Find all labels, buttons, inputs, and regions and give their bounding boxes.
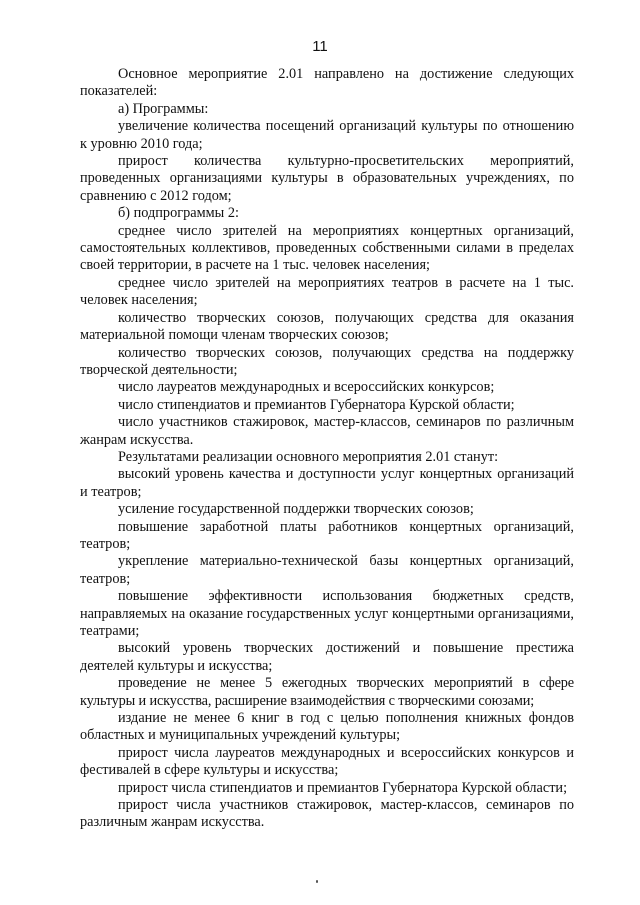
paragraph: среднее число зрителей на мероприятиях театров в расчете на 1 тыс. человек населения; — [80, 274, 574, 309]
paragraph: увеличение количества посещений организаций культуры по отношению к уровню 2010 года; — [80, 118, 574, 152]
paragraph: Основное мероприятие 2.01 направлено на достижение следующих показателей: — [80, 66, 574, 100]
paragraph: количество творческих союзов, получающих средства на поддержку творческой деятельности; — [80, 344, 574, 378]
paragraph: Результатами реализации основного мероприятия 2.01 станут: — [118, 448, 499, 465]
paragraph: б) подпрограммы 2: — [118, 205, 239, 222]
paragraph: усиление государственной поддержки творческих союзов; — [118, 501, 474, 518]
paragraph: среднее число зрителей на мероприятиях концертных организаций, самостоятельных коллективов, проведенных собственными силами в пределах своей территории, в расчете на 1 тыс. человек населения; — [80, 222, 574, 274]
paragraph: количество творческих союзов, получающих средства для оказания материальной помощи членам творческих союзов; — [80, 309, 574, 344]
paragraph: укрепление материально-технической базы концертных организаций, театров; — [80, 553, 574, 587]
paragraph: повышение эффективности использования бюджетных средств, направляемых на оказание государственных услуг концертными организациями, театрами; — [80, 588, 574, 639]
paragraph: прирост числа стипендиатов и премиантов Губернатора Курской области; — [118, 779, 568, 796]
paragraph: а) Программы: — [118, 100, 209, 117]
document-body — [80, 66, 574, 832]
paragraph: издание не менее 6 книг в год с целью пополнения книжных фондов областных и муниципальных учреждений культуры; — [80, 710, 574, 744]
paragraph: прирост количества культурно-просветительских мероприятий, проведенных организациями культуры в образовательных учреждениях, по сравнению с 2012 годом; — [80, 153, 574, 204]
paragraph: высокий уровень качества и доступности услуг концертных организаций и театров; — [80, 466, 574, 500]
paragraph: проведение не менее 5 ежегодных творческих мероприятий в сфере культуры и искусства, расширение взаимодействия с творческими союзами; — [80, 675, 574, 709]
scan-speck — [316, 880, 318, 883]
page-number: 11 — [312, 38, 328, 55]
paragraph: прирост числа участников стажировок, мастер-классов, семинаров по различным жанрам искусства. — [80, 797, 574, 831]
paragraph: число лауреатов международных и всероссийских конкурсов; — [118, 379, 495, 396]
paragraph: повышение заработной платы работников концертных организаций, театров; — [80, 518, 574, 552]
paragraph: число стипендиатов и премиантов Губернатора Курской области; — [118, 396, 515, 413]
paragraph: прирост числа лауреатов международных и всероссийских конкурсов и фестивалей в сфере культуры и искусства; — [80, 744, 574, 779]
paragraph: число участников стажировок, мастер-классов, семинаров по различным жанрам искусства. — [80, 414, 574, 448]
paragraph: высокий уровень творческих достижений и повышение престижа деятелей культуры и искусства; — [80, 640, 574, 674]
